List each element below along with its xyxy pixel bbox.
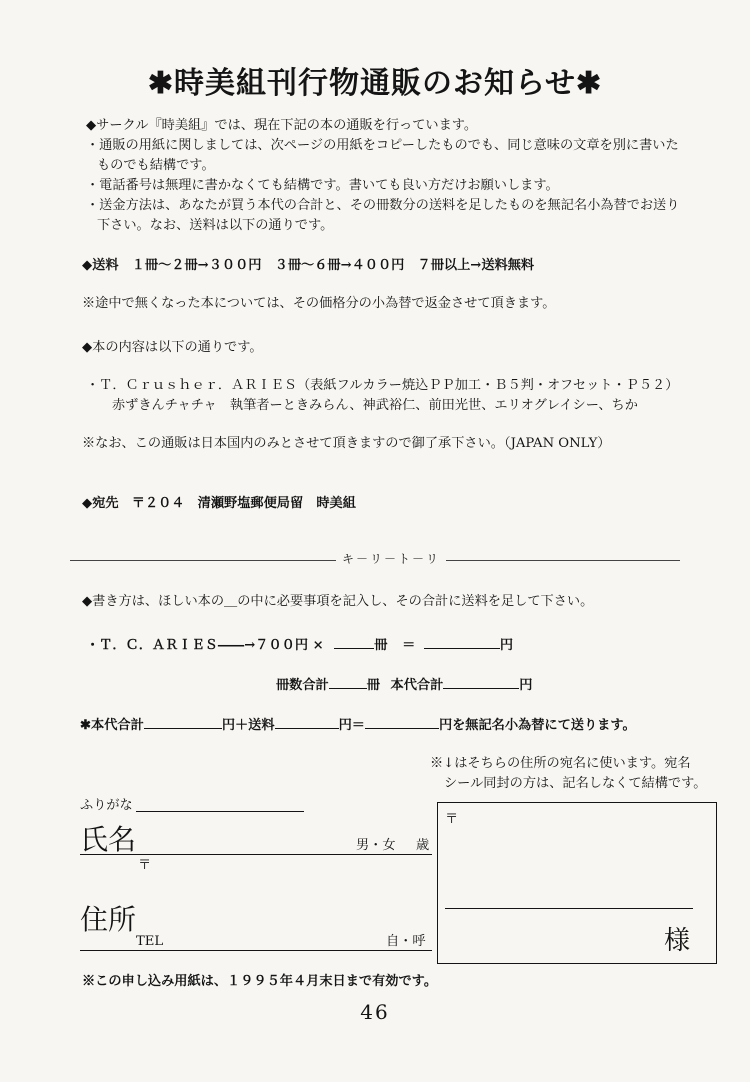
tel-label: TEL bbox=[136, 934, 164, 949]
sum-book-blank[interactable] bbox=[144, 714, 222, 729]
satsu-label: 冊 bbox=[366, 678, 380, 693]
book-authors: 赤ずきんチャチャ 執筆者ーときみらん、神武裕仁、前田光世、エリオグレイシー、ちか bbox=[112, 398, 638, 413]
name-label: 氏名 bbox=[80, 823, 137, 856]
page-title: ✱時美組刊行物通販のお知らせ✱ bbox=[147, 66, 603, 101]
intro-line: 下さい。なお、送料は以下の通りです。 bbox=[97, 218, 334, 233]
yen-label: 円 bbox=[519, 678, 533, 693]
gender-label: 男・女 bbox=[356, 838, 396, 853]
page-number: 46 bbox=[360, 1000, 390, 1024]
sum-suffix-label: 円を無記名小為替にて送ります。 bbox=[438, 718, 636, 733]
sum-shipping-label: 円＋送料 bbox=[221, 718, 275, 733]
box-name-line bbox=[445, 908, 693, 909]
contents-heading: ◆本の内容は以下の通りです。 bbox=[82, 340, 263, 355]
sum-equals-label: 円＝ bbox=[338, 718, 365, 733]
book-title: ・Ｔ．Ｃｒｕｓｈｅｒ．ＡＲＩＥＳ（表紙フルカラー焼込ＰＰ加工・Ｂ５判・オフセット・Ｐ５２） bbox=[86, 378, 679, 393]
count-total-blank[interactable] bbox=[329, 674, 367, 689]
sum-prefix-label: ✱本代合計 bbox=[80, 718, 144, 733]
label-note-line: シール同封の方は、記名しなくて結構です。 bbox=[444, 776, 707, 791]
sum-shipping-blank[interactable] bbox=[275, 714, 339, 729]
sum-total-blank[interactable] bbox=[365, 714, 439, 729]
form-instructions: ◆書き方は、ほしい本の＿の中に必要事項を記入し、その合計に送料を足して下さい。 bbox=[82, 594, 594, 609]
shipping-rates: ◆送料 １冊～２冊→３００円 ３冊～６冊→４００円 ７冊以上→送料無料 bbox=[82, 258, 535, 273]
box-postal-mark: 〒 bbox=[445, 812, 459, 827]
intro-line: ・通販の用紙に関しましては、次ページの用紙をコピーしたものでも、同じ意味の文章を別に書いた bbox=[86, 138, 679, 153]
satsu-label: 冊 bbox=[374, 638, 388, 653]
mailing-address: ◆宛先 〒２０４ 清瀬野塩郵便局留 時美組 bbox=[82, 496, 356, 511]
age-label: 歳 bbox=[416, 838, 430, 853]
cut-label: キ－リ－ト－リ bbox=[336, 550, 446, 567]
label-note-line: ※↓はそちらの住所の宛名に使います。宛名 bbox=[430, 756, 691, 771]
quantity-blank[interactable] bbox=[334, 634, 374, 649]
home-call-label: 自・呼 bbox=[386, 934, 426, 949]
book-total-label: 本代合計 bbox=[390, 678, 444, 693]
furigana-line[interactable] bbox=[136, 811, 304, 812]
subtotal-blank[interactable] bbox=[424, 634, 500, 649]
equals-sign: ＝ bbox=[402, 638, 416, 653]
intro-line: ・送金方法は、あなたが買う本代の合計と、その冊数分の送料を足したものを無記名小為替でお送り bbox=[86, 198, 680, 213]
name-line[interactable] bbox=[80, 854, 432, 855]
postal-mark: 〒 bbox=[138, 858, 152, 873]
order-item-row bbox=[86, 634, 513, 656]
deadline-note: ※この申し込み用紙は、１９９５年４月末日まで有効です。 bbox=[82, 974, 438, 989]
intro-line: ◆サークル『時美組』では、現在下記の本の通販を行っています。 bbox=[86, 118, 478, 133]
grand-total-row bbox=[80, 714, 636, 736]
order-item-label: ・Ｔ．Ｃ．ＡＲＩＥＳ――→７００円 × bbox=[86, 638, 324, 653]
book-total-blank[interactable] bbox=[443, 674, 519, 689]
domestic-only-note: ※なお、この通販は日本国内のみとさせて頂きますので御了承下さい。（JAPAN ONLY） bbox=[82, 436, 611, 451]
furigana-label: ふりがな bbox=[80, 798, 133, 813]
sama-label: 様 bbox=[664, 926, 691, 956]
intro-line: ・電話番号は無理に書かなくても結構です。書いても良い方だけお願いします。 bbox=[86, 178, 559, 193]
totals-row bbox=[276, 674, 532, 696]
address-label: 住所 bbox=[80, 903, 137, 936]
yen-label: 円 bbox=[499, 638, 514, 653]
count-total-label: 冊数合計 bbox=[276, 678, 329, 693]
address-line[interactable] bbox=[80, 950, 432, 951]
refund-note: ※途中で無くなった本については、その価格分の小為替で返金させて頂きます。 bbox=[82, 296, 556, 311]
intro-line: ものでも結構です。 bbox=[97, 158, 215, 173]
